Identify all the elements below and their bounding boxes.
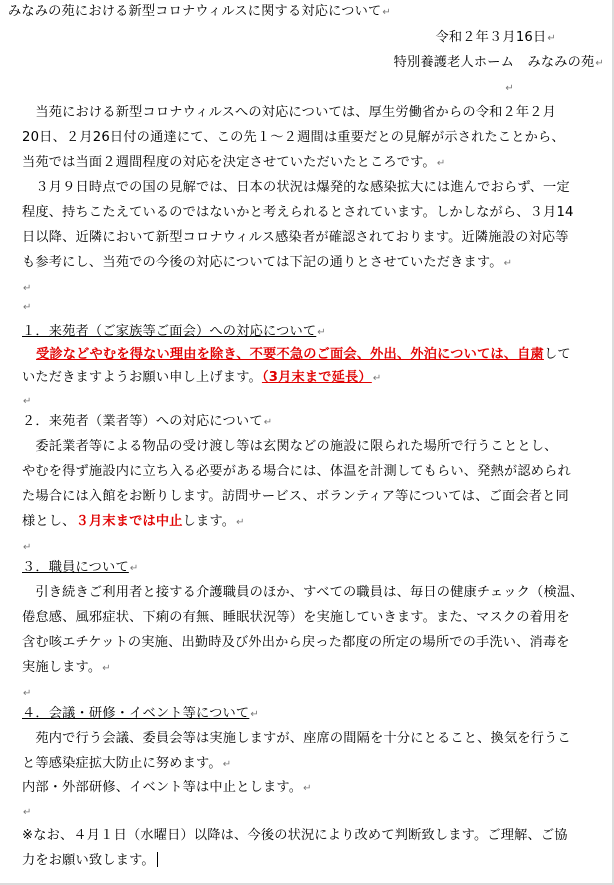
empty-line [22,298,592,317]
heading-text: ２．来苑者（業者等）への対応について [22,414,263,429]
section-2-line: やむを得ず施設内に立ち入る必要がある場合には、体温を計測してもらい、発熱が認められ [22,464,571,479]
paragraph-mark-icon: ↵ [23,542,32,553]
intro-line: ３月９日時点での国の見解では、日本の状況は爆発的な感染拡大には進んでおらず、一定 [22,180,570,195]
document-organization [394,54,604,73]
paragraph-mark-icon: ↵ [23,688,32,699]
section-3-line: 引き続きご利用者と接する介護職員のほか、すべての職員は、毎日の健康チェック（検温、 [22,585,584,600]
intro-line [22,254,592,273]
empty-line [22,538,592,557]
intro-line: 日以降、近隣において新型コロナウィルス感染者が確認されております。近隣施設の対応等 [22,230,569,245]
section-1-line [36,346,592,364]
section-1-heading [22,323,592,342]
section-4-heading [22,705,592,724]
organization-text: 特別養護老人ホーム みなみの苑 [393,55,595,70]
body-text: します。 [182,514,236,529]
body-text: いただきますようお願い申し上げます。 [22,370,262,385]
paragraph-mark-icon: ↵ [23,807,32,818]
section-3-line: 倦怠感、風邪症状、下痢の有無、睡眠状況等）を実施していきます。また、マスクの着用を [22,610,570,625]
paragraph-mark-icon: ↵ [382,7,391,18]
highlight-text: ３月末までは中止 [75,514,183,529]
heading-text: ４．会議・研修・イベント等について [22,706,250,721]
empty-line [22,803,592,822]
body-text: 様とし、 [22,514,76,529]
paragraph-mark-icon: ↵ [129,563,139,574]
section-3-heading [22,559,592,578]
section-2-line: た場合には入館をお断りします。訪問サービス、ボランティア等については、ご面会者と同 [22,489,569,504]
paragraph-mark-icon: ↵ [102,663,111,674]
closing-line: ※なお、４月１日（水曜日）以降は、今後の状況により改めて判断致します。ご理解、ご協 [22,828,568,843]
paragraph-mark-icon: ↵ [23,302,32,313]
empty-line [504,79,514,98]
heading-text: １．来苑者（ご家族等ご面会）への対応について [22,324,317,339]
intro-line: 20日、２月26日付の通達にて、この先１～２週間は重要だとの見解が示されたことから、 [22,130,565,145]
document-date [436,29,557,48]
section-4-line [22,755,592,774]
section-2-heading [22,413,592,432]
paragraph-mark-icon: ↵ [23,283,32,294]
paragraph-mark-icon: ↵ [505,83,514,94]
section-2-line: 委託業者等による物品の受け渡し等は玄関などの施設に限られた場所で行うこととし、 [22,439,558,454]
section-4-line [22,779,592,798]
section-3-line [22,659,592,678]
heading-text: ３．職員について [22,560,129,575]
intro-text: も参考にし、当苑での今後の対応については下記の通りとさせていただきます。 [22,255,503,270]
body-text: して [543,347,571,362]
paragraph-mark-icon: ↵ [23,396,32,407]
intro-line: 程度、持ちこたえているのではないかと考えられるとされています。しかしながら、３月14 [22,205,574,220]
paragraph-mark-icon: ↵ [250,709,259,720]
body-text: と等感染症拡大防止に努めます。 [22,756,222,771]
intro-text: 当苑では当面２週間程度の対応を決定させていただいたところです。 [22,155,436,170]
empty-line [22,392,592,411]
section-2-line [22,513,592,532]
paragraph-mark-icon: ↵ [222,759,232,770]
section-4-line: 苑内で行う会議、委員会等は実施しますが、座席の間隔を十分にとること、換気を行うこ [22,731,571,746]
section-3-line: 含む咳エチケットの実施、出勤時及び外出から戻った都度の所定の場所での手洗い、消毒を [22,635,570,650]
closing-line [22,852,592,870]
paragraph-mark-icon: ↵ [372,373,382,384]
paragraph-mark-icon: ↵ [547,33,556,44]
section-1-line [22,369,592,388]
intro-line: 当苑における新型コロナウィルスへの対応については、厚生労働省からの令和２年２月 [22,105,557,120]
empty-line [22,279,592,298]
title-text: みなみの苑における新型コロナウィルスに関する対応について [8,4,382,19]
body-text: 実施します。 [22,660,102,675]
highlight-text: （3月末まで延長） [261,370,372,385]
paragraph-mark-icon: ↵ [595,58,604,69]
paragraph-mark-icon: ↵ [436,158,446,169]
text-cursor [157,852,158,867]
empty-line [22,684,592,703]
paragraph-mark-icon: ↵ [317,327,326,338]
date-text: 令和２年３月16日 [435,30,547,45]
paragraph-mark-icon: ↵ [503,258,513,269]
body-text: 力をお願い致します。 [22,853,155,868]
paragraph-mark-icon: ↵ [263,417,273,428]
paragraph-mark-icon: ↵ [236,517,245,528]
body-text: 内部・外部研修、イベント等は中止とします。 [22,780,303,795]
document-title [8,3,592,22]
highlight-text: 受診などやむを得ない理由を除き、不要不急のご面会、外出、外泊については、自粛 [36,347,544,362]
paragraph-mark-icon: ↵ [303,783,312,794]
intro-line [22,154,592,173]
